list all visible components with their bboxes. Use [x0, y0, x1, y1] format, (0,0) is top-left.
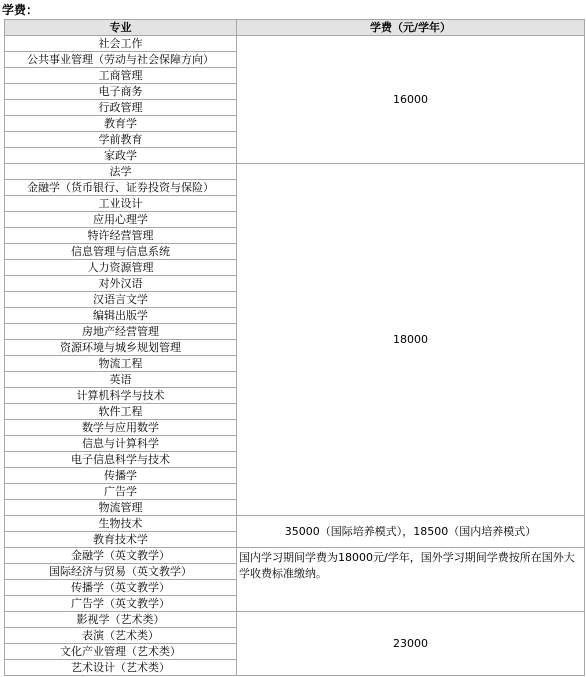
table-row: [5, 516, 585, 532]
column-header-major: 专业: [5, 20, 237, 36]
major-cell: 艺术设计（艺术类）: [5, 660, 237, 676]
major-cell: 文化产业管理（艺术类）: [5, 644, 237, 660]
major-cell: 数学与应用数学: [5, 420, 237, 436]
major-cell: 金融学（英文教学）: [5, 548, 237, 564]
major-cell: 广告学: [5, 484, 237, 500]
column-header-fee: 学费（元/学年）: [237, 20, 585, 36]
fee-cell: 23000: [237, 612, 585, 676]
major-cell: 表演（艺术类）: [5, 628, 237, 644]
major-cell: 法学: [5, 164, 237, 180]
major-cell: 信息管理与信息系统: [5, 244, 237, 260]
major-cell: 生物技术: [5, 516, 237, 532]
major-cell: 英语: [5, 372, 237, 388]
major-cell: 信息与计算科学: [5, 436, 237, 452]
major-cell: 广告学（英文教学）: [5, 596, 237, 612]
major-cell: 电子信息科学与技术: [5, 452, 237, 468]
fee-cell: 16000: [237, 36, 585, 164]
major-cell: 公共事业管理（劳动与社会保障方向）: [5, 52, 237, 68]
fee-cell: 35000（国际培养模式），18500（国内培养模式）: [237, 516, 585, 548]
major-cell: 应用心理学: [5, 212, 237, 228]
major-cell: 房地产经营管理: [5, 324, 237, 340]
major-cell: 人力资源管理: [5, 260, 237, 276]
fee-cell: 18000: [237, 164, 585, 516]
major-cell: 编辑出版学: [5, 308, 237, 324]
table-row: [5, 164, 585, 180]
major-cell: 特许经营管理: [5, 228, 237, 244]
major-cell: 计算机科学与技术: [5, 388, 237, 404]
table-row: [5, 36, 585, 52]
major-cell: 物流工程: [5, 356, 237, 372]
major-cell: 行政管理: [5, 100, 237, 116]
major-cell: 汉语言文学: [5, 292, 237, 308]
major-cell: 电子商务: [5, 84, 237, 100]
table-row: [5, 548, 585, 564]
major-cell: 工商管理: [5, 68, 237, 84]
table-header-row: [5, 20, 585, 36]
major-cell: 工业设计: [5, 196, 237, 212]
major-cell: 国际经济与贸易（英文教学）: [5, 564, 237, 580]
tuition-table: [4, 19, 585, 676]
table-row: [5, 612, 585, 628]
major-cell: 影视学（艺术类）: [5, 612, 237, 628]
major-cell: 家政学: [5, 148, 237, 164]
major-cell: 软件工程: [5, 404, 237, 420]
major-cell: 金融学（货币银行、证券投资与保险）: [5, 180, 237, 196]
major-cell: 对外汉语: [5, 276, 237, 292]
major-cell: 社会工作: [5, 36, 237, 52]
fee-cell: 国内学习期间学费为18000元/学年，国外学习期间学费按所在国外大学收费标准缴纳。: [237, 548, 585, 612]
major-cell: 教育技术学: [5, 532, 237, 548]
major-cell: 学前教育: [5, 132, 237, 148]
major-cell: 传播学: [5, 468, 237, 484]
major-cell: 资源环境与城乡规划管理: [5, 340, 237, 356]
major-cell: 传播学（英文教学）: [5, 580, 237, 596]
major-cell: 物流管理: [5, 500, 237, 516]
section-heading: 学费：: [2, 3, 39, 17]
major-cell: 教育学: [5, 116, 237, 132]
table-body: [5, 36, 585, 676]
